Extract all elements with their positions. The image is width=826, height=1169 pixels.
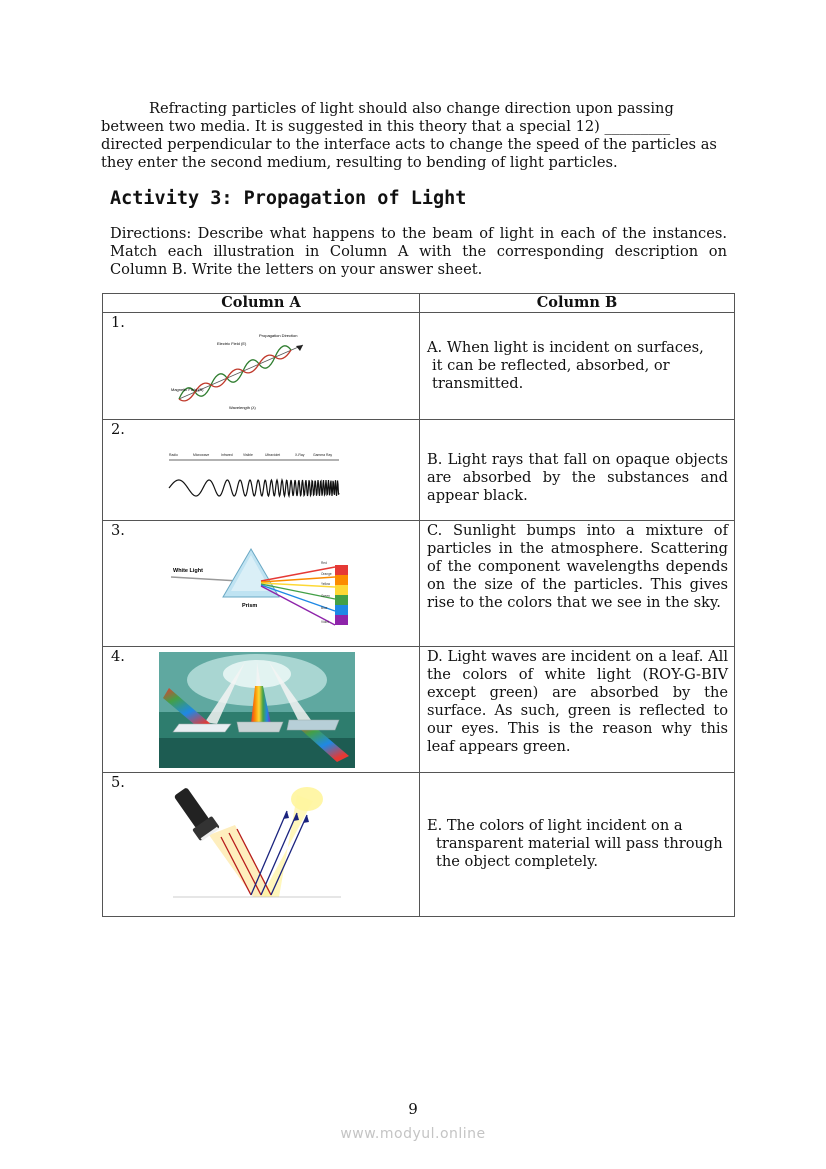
intro-line-1: Refracting particles of light should also change direction upon passing	[149, 100, 674, 117]
spectrum-label-gamma: Gamma Ray	[313, 453, 333, 457]
table-row	[103, 313, 735, 420]
matching-table	[102, 293, 735, 917]
description-d: D. Light waves are incident on a leaf. All the colors of white light (ROY-G-BIV except green) are absorbed by the surface. As such, green is reflected to our eyes. This is the reason why this leaf appears green.	[427, 648, 728, 755]
intro-line-2: between two media. It is suggested in this theory that a special 12) _________	[101, 118, 671, 135]
spectrum-label-microwave: Microwave	[193, 453, 210, 457]
page-number: 9	[408, 1100, 418, 1118]
label-blue: Blue	[321, 606, 328, 610]
watermark: www.modyul.online	[340, 1126, 486, 1142]
column-a-header: Column A	[103, 294, 420, 313]
table-row	[103, 420, 735, 521]
description-e-line-1: E. The colors of light incident on a	[427, 817, 683, 834]
intro-line-3: directed perpendicular to the interface acts to change the speed of the particles as	[101, 136, 717, 153]
column-a-cell-3	[103, 521, 420, 647]
description-a-line-2: it can be reflected, absorbed, or	[432, 356, 670, 374]
spectrum-label-visible: Visible	[243, 453, 253, 457]
row-number: 5.	[111, 774, 125, 791]
directions-text: Directions: Describe what happens to the beam of light in each of the instances. Match each illustration in Column A with the corresponding description on Column B. Write the letters on your answer sheet.	[110, 225, 727, 278]
spectrum-label-infrared: Infrared	[221, 453, 233, 457]
description-e-line-2: transparent material will pass through	[436, 835, 723, 852]
intro-line-4: they enter the second medium, resulting to bending of light particles.	[101, 154, 618, 171]
column-a-cell-4	[103, 647, 420, 773]
label-white-light: White Light	[173, 568, 203, 574]
label-prism: Prism	[242, 603, 258, 609]
row-number: 1.	[111, 314, 125, 331]
spectrum-label-ultraviolet: Ultraviolet	[265, 453, 281, 457]
label-yellow: Yellow	[321, 582, 331, 586]
label-red: Red	[321, 561, 327, 565]
light-on-materials-illustration	[159, 652, 355, 768]
spectrum-label-xray: X-Ray	[295, 453, 305, 457]
table-row	[103, 521, 735, 647]
spectrum-label-radio: Radio	[169, 453, 178, 457]
column-a-cell-5	[103, 773, 420, 917]
column-b-header: Column B	[420, 294, 735, 313]
table-header-row	[103, 294, 735, 313]
row-number: 4.	[111, 648, 125, 665]
description-e	[427, 817, 728, 871]
label-green: Green	[321, 594, 330, 598]
row-number: 2.	[111, 421, 125, 438]
label-electric-field: Electric Field (E)	[217, 341, 247, 346]
flashlight-reflection-illustration	[169, 785, 345, 905]
column-b-cell-2	[420, 420, 735, 521]
prism-illustration	[167, 541, 357, 633]
description-a-line-1: A. When light is incident on surfaces,	[427, 338, 704, 356]
em-spectrum-illustration	[167, 450, 343, 500]
description-a-line-3: transmitted.	[432, 374, 524, 392]
column-a-cell-2	[103, 420, 420, 521]
label-orange: Orange	[321, 572, 332, 576]
activity-title: Activity 3: Propagation of Light	[110, 188, 467, 209]
em-wave-illustration	[171, 331, 311, 413]
column-b-cell-1	[420, 313, 735, 420]
column-a-cell-1	[103, 313, 420, 420]
column-b-cell-5	[420, 773, 735, 917]
description-e-line-3: the object completely.	[436, 853, 599, 870]
description-b: B. Light rays that fall on opaque objects are absorbed by the substances and appear black.	[427, 450, 728, 504]
table-row	[103, 647, 735, 773]
table-row	[103, 773, 735, 917]
description-a	[427, 339, 728, 393]
label-violet: Violet	[321, 620, 329, 624]
label-magnetic-field: Magnetic Field (B)	[171, 387, 204, 392]
row-number: 3.	[111, 522, 125, 539]
label-wavelength: Wavelength (λ)	[229, 405, 256, 410]
column-b-cell-3	[420, 521, 735, 647]
column-b-cell-4	[420, 647, 735, 773]
label-propagation: Propagation Direction	[259, 333, 298, 338]
description-c: C. Sunlight bumps into a mixture of particles in the atmosphere. Scattering of the component wavelengths depends on the size of the particles. This gives rise to the colors that we see in the sky.	[427, 522, 728, 611]
intro-paragraph	[101, 100, 721, 172]
